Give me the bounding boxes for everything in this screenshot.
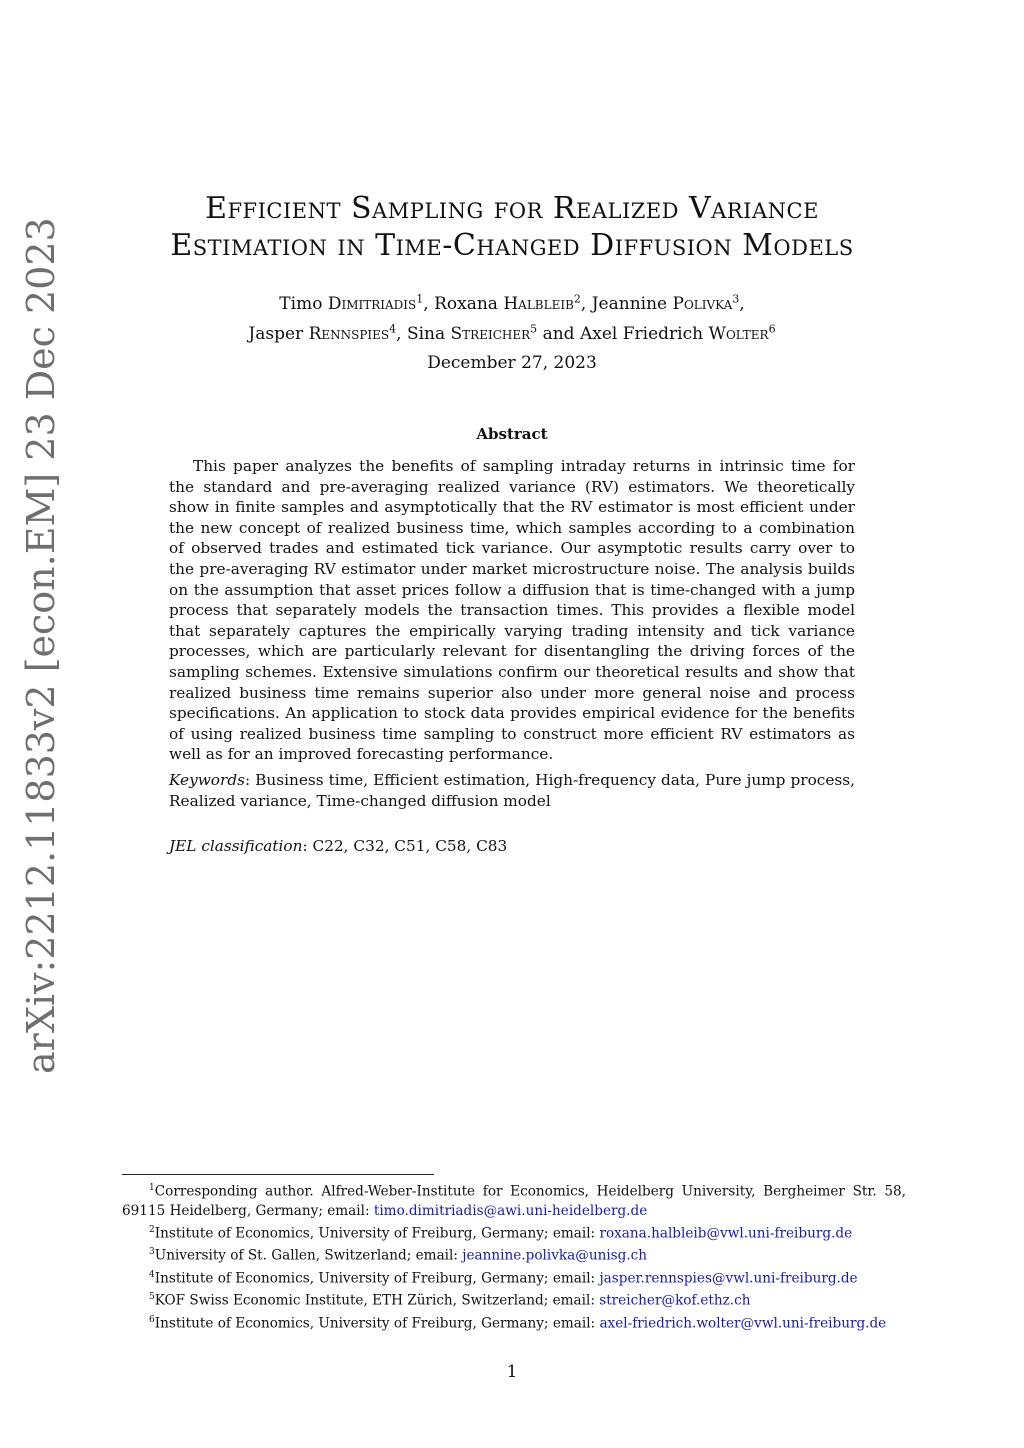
email-link[interactable]: axel-friedrich.wolter@vwl.uni-freiburg.de <box>599 1315 887 1332</box>
footnote-text: University of St. Gallen, Switzerland; email: <box>154 1247 463 1264</box>
title-line-2: Estimation in Time-Changed Diffusion Models <box>170 228 854 263</box>
author-affiliation-mark: 2 <box>573 292 581 305</box>
footnote-text: Institute of Economics, University of Freiburg, Germany; email: <box>154 1270 600 1287</box>
author <box>279 294 434 314</box>
footnote-mark: 1 <box>149 1183 155 1193</box>
footnote-divider <box>122 1174 434 1175</box>
footnote-mark: 3 <box>149 1247 155 1258</box>
author-last-name: Halbleib <box>503 293 574 314</box>
author-last-name: Wolter <box>708 324 769 345</box>
footnote-4 <box>122 1266 906 1289</box>
email-link[interactable]: roxana.halbleib@vwl.uni-freiburg.de <box>599 1225 853 1242</box>
footnote-mark: 5 <box>149 1292 155 1303</box>
author-first-name: Jasper <box>248 324 304 345</box>
footnote-text: Institute of Economics, University of Freiburg, Germany; email: <box>154 1315 600 1332</box>
author <box>580 324 776 344</box>
jel-label: JEL classification <box>169 837 303 855</box>
jel-classification: JEL classification: C22, C32, C51, C58, C83 <box>169 837 508 855</box>
keywords-section: Keywords: Business time, Efficient estimation, High-frequency data, Pure jump process, Realized variance, Time-changed diffusion model <box>169 771 855 810</box>
abstract-body: This paper analyzes the benefits of sampling intraday returns in intrinsic time for the standard and pre-averaging realized variance (RV) estimators. We theoretically show in finite samples and asymptotically that the RV estimator is most efficient under the new concept of realized business time, which samples according to a combination of observed trades and estimated tick variance. Our asymptotic results carry over to the pre-averaging RV estimator under market microstructure noise. The analysis builds on the assumption that asset prices follow a diffusion that is time-changed with a jump process that separately models the transaction times. This provides a flexible model that separately captures the empirically varying trading intensity and tick variance processes, which are particularly relevant for disentangling the driving forces of the sampling schemes. Extensive simulations confirm our theoretical results and show that realized business time remains superior also under more general noise and process specifications. An application to stock data provides empirical evidence for the benefits of using realized business time sampling to construct more efficient RV estimators as well as for an improved forecasting performance. <box>169 457 855 764</box>
author-affiliation-mark: 3 <box>732 292 740 305</box>
author-affiliation-mark: 6 <box>768 322 776 336</box>
author-separator: , <box>396 324 407 345</box>
author-separator: , <box>423 293 435 314</box>
arxiv-stamp[interactable]: arXiv:2212.11833v2 [econ.EM] 23 Dec 2023 <box>19 217 63 1074</box>
author-first-name: Sina <box>406 324 446 345</box>
author-line-1 <box>120 286 904 317</box>
author <box>434 294 592 314</box>
footnote-text: KOF Swiss Economic Institute, ETH Zürich, Switzerland; email: <box>154 1292 600 1309</box>
author-last-name: Rennspies <box>308 324 390 345</box>
author-separator: , <box>739 293 745 314</box>
author-separator: and <box>537 324 580 345</box>
jel-codes: C22, C32, C51, C58, C83 <box>312 837 508 855</box>
title-line-1: Efficient Sampling for Realized Variance <box>205 191 819 226</box>
author-separator: , <box>580 293 592 314</box>
footnote-5 <box>122 1288 906 1311</box>
author-first-name: Timo <box>279 293 323 314</box>
footnote-3 <box>122 1243 906 1266</box>
keywords-label: Keywords <box>169 771 245 789</box>
author <box>592 294 745 314</box>
footnotes <box>122 1179 906 1333</box>
email-link[interactable]: jeannine.polivka@unisg.ch <box>462 1247 648 1264</box>
publication-date: December 27, 2023 <box>427 353 597 373</box>
author <box>407 324 580 344</box>
author-affiliation-mark: 4 <box>389 322 397 336</box>
author-last-name: Polivka <box>672 293 733 314</box>
footnote-mark: 4 <box>149 1269 155 1280</box>
footnote-6 <box>122 1311 906 1334</box>
page-number: 1 <box>506 1362 518 1382</box>
email-link[interactable]: jasper.rennspies@vwl.uni-freiburg.de <box>599 1270 858 1287</box>
author-first-name: Roxana <box>434 293 498 314</box>
footnote-mark: 2 <box>149 1224 155 1235</box>
author-affiliation-mark: 5 <box>530 322 538 336</box>
author-line-2 <box>120 317 904 348</box>
author-first-name: Jeannine <box>591 293 668 314</box>
email-link[interactable]: timo.dimitriadis@awi.uni-heidelberg.de <box>373 1202 648 1219</box>
abstract-heading: Abstract <box>476 425 548 443</box>
footnote-2 <box>122 1221 906 1244</box>
author-list <box>120 286 904 347</box>
footnote-text: Corresponding author. Alfred-Weber-Institute for Economics, Heidelberg University, Bergheimer Str. 58, 69115 Heidelberg, Germany; email: <box>122 1183 906 1219</box>
keywords-text: Business time, Efficient estimation, High-frequency data, Pure jump process, Realized variance, Time-changed diffusion model <box>169 771 855 810</box>
footnote-text: Institute of Economics, University of Freiburg, Germany; email: <box>154 1225 600 1242</box>
author-first-name: Axel Friedrich <box>579 324 704 345</box>
email-link[interactable]: streicher@kof.ethz.ch <box>599 1292 751 1309</box>
author-last-name: Streicher <box>450 324 531 345</box>
footnote-mark: 6 <box>149 1314 155 1325</box>
footnote-1 <box>122 1179 906 1221</box>
author-last-name: Dimitriadis <box>327 293 417 314</box>
author <box>248 324 407 344</box>
paper-title <box>120 190 904 264</box>
author-affiliation-mark: 1 <box>416 292 424 305</box>
